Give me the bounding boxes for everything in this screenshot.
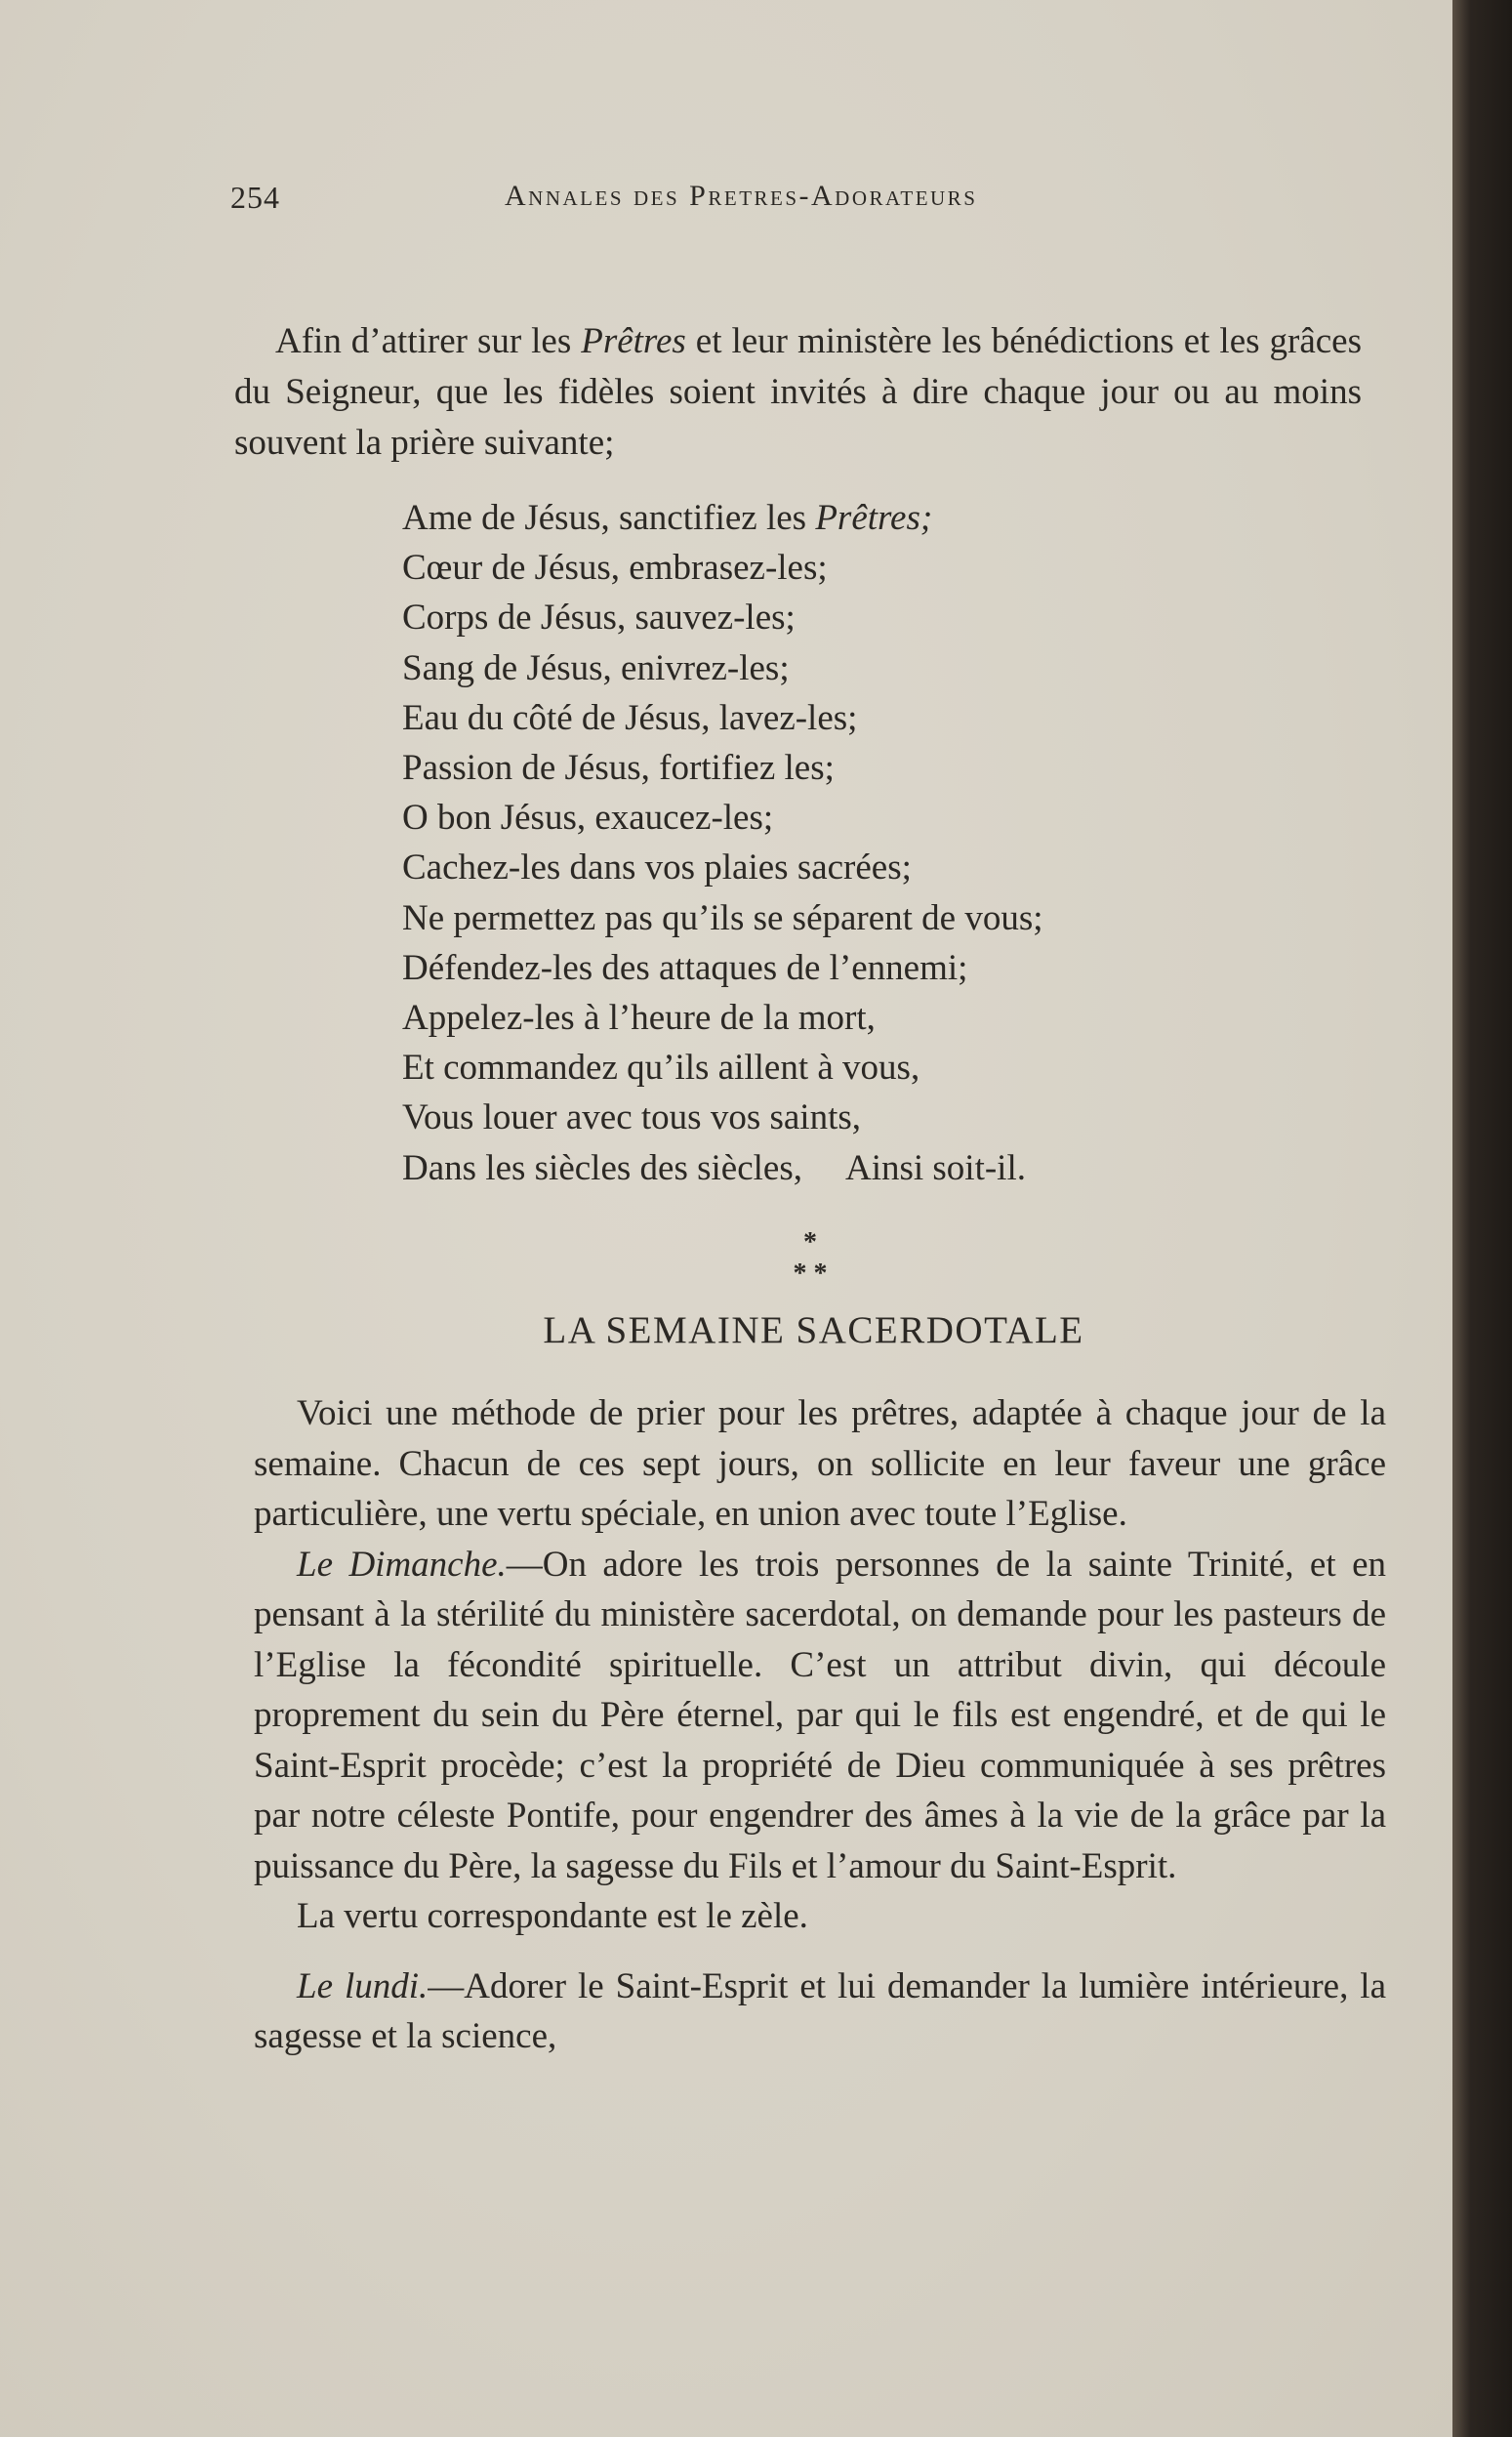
prayer-line: Défendez-les des attaques de l’ennemi; — [402, 947, 968, 988]
sunday-label: Le Dimanche. — [297, 1544, 507, 1585]
section-intro-paragraph: Voici une méthode de prier pour les prêtres, adaptée à chaque jour de la semaine. Chacun de ces sept jours, on sollicite en leur faveur une grâce particulière, une vertu spéciale, en union avec toute l’Eglise. — [254, 1393, 1386, 1534]
running-head — [0, 180, 1452, 223]
prayer-line: Eau du côté de Jésus, lavez-les; — [402, 697, 858, 738]
prayer-line: Cœur de Jésus, embrasez-les; — [402, 548, 828, 589]
prayer-first-line-italic: Prêtres; — [815, 498, 933, 538]
section-body — [254, 1388, 1386, 2062]
prayer-line: Sang de Jésus, enivrez-les; — [402, 647, 790, 688]
prayer-line: Et commandez qu’ils aillent à vous, — [402, 1048, 920, 1089]
monday-label: Le lundi. — [297, 1965, 429, 2006]
sunday-text: —On adore les trois personnes de la sainte Trinité, et en pensant à la stérilité du ministère sacerdotal, on demande pour les pasteurs de l’Eglise la fécondité spirituelle. C’est un attribut divin, qui découle proprement du sein du Père éternel, par qui le fils est engendré, et de qui le Saint-Esprit procède; c’est la propriété de Dieu communiquée à ses prêtres par notre céleste Pontife, pour engendrer des âmes à la vie de la grâce par la puissance du Père, la sagesse du Fils et l’amour du Saint-Esprit. — [254, 1544, 1386, 1886]
intro-text-end: et leur ministère les bénédictions et les grâces du Seigneur, que les fidèles soient invités à dire chaque jour ou au moins souvent la prière suivante; — [234, 321, 1362, 463]
prayer-last-line-start: Dans les siècles des siècles, — [402, 1147, 802, 1188]
book-gutter — [1452, 0, 1512, 2437]
prayer-line — [402, 493, 1281, 543]
prayer-line: Passion de Jésus, fortifiez les; — [402, 748, 835, 789]
sunday-virtue: La vertu correspondante est le zèle. — [297, 1896, 808, 1936]
intro-italic-word: Prêtres — [581, 321, 686, 361]
prayer-line — [402, 1143, 1281, 1193]
prayer-line: Ne permettez pas qu’ils se séparent de vous; — [402, 897, 1043, 938]
prayer-first-line-start: Ame de Jésus, sanctifiez les — [402, 498, 816, 538]
running-title: Annales des Pretres-Adorateurs — [505, 180, 978, 212]
intro-paragraph — [234, 316, 1362, 469]
prayer — [402, 493, 1281, 1193]
section-title: LA SEMAINE SACERDOTALE — [543, 1309, 1084, 1351]
intro-text-start: Afin d’attirer sur les — [275, 321, 582, 361]
prayer-line: Corps de Jésus, sauvez-les; — [402, 598, 796, 639]
prayer-line: Appelez-les à l’heure de la mort, — [402, 998, 876, 1039]
monday-text: —Adorer le Saint-Esprit et lui demander la lumière intérieure, la sagesse et la science, — [254, 1965, 1386, 2056]
asterism-top: * — [803, 1227, 817, 1258]
prayer-amen: Ainsi soit-il. — [844, 1147, 1026, 1188]
prayer-line: Cachez-les dans vos plaies sacrées; — [402, 847, 912, 888]
page-number: 254 — [230, 180, 280, 215]
sunday-paragraph — [254, 1540, 1386, 1892]
prayer-line: Vous louer avec tous vos saints, — [402, 1097, 861, 1138]
asterism-bottom: * * — [793, 1259, 828, 1289]
asterism-divider — [752, 1227, 869, 1290]
monday-paragraph — [254, 1962, 1386, 2062]
prayer-line: O bon Jésus, exaucez-les; — [402, 798, 774, 839]
